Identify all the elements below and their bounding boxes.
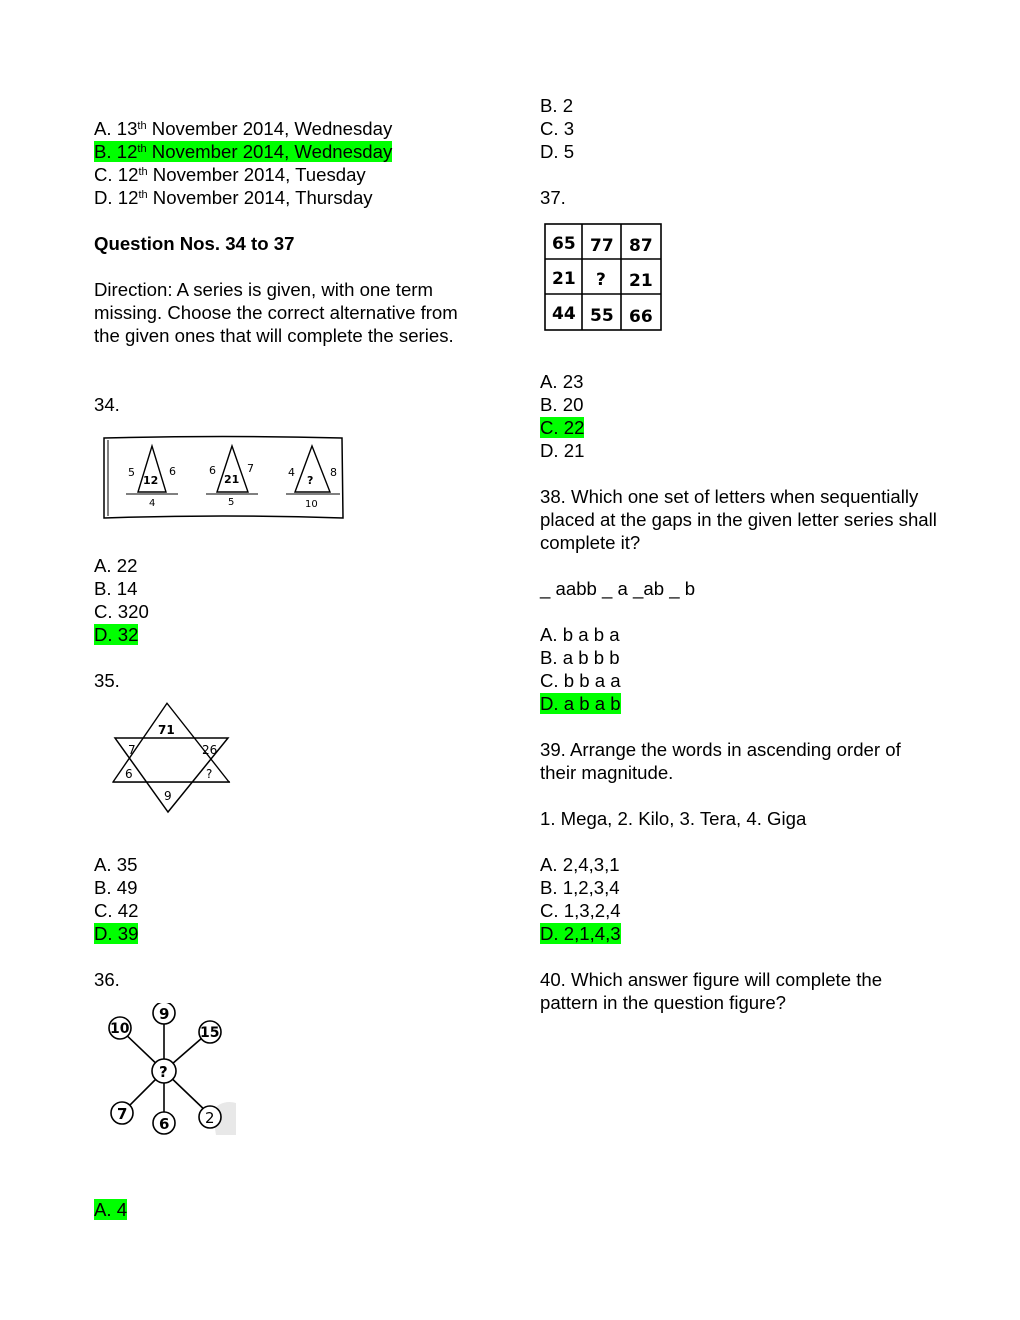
q35-upper-right: 26 [202,743,218,757]
q34-figure-wrap [94,416,484,554]
q35-lower-right: ? [206,767,213,781]
q35-option-a: A. 35 [94,854,138,875]
q39-option-a: A. 2,4,3,1 [540,854,620,875]
q34-t3-bottom: 10 [305,499,318,510]
q35-star-figure [112,702,242,822]
q36-top: 9 [159,1005,170,1023]
q34-option-c: C. 320 [94,601,149,622]
q36-lower-left: 7 [117,1105,128,1123]
q36-center: ? [159,1063,168,1081]
q39-option-b: B. 1,2,3,4 [540,877,620,898]
q37-cell-r3c2: 55 [590,306,614,326]
q35-lower-left: 6 [125,767,133,781]
q37-option-a: A. 23 [540,371,584,392]
q37-cell-r1c3: 87 [629,236,653,256]
q37-cell-r2c3: 21 [629,271,653,291]
q35-figure-wrap [94,692,484,853]
q36-number: 36. [94,969,120,990]
q36-bottom: 6 [159,1115,170,1133]
q37-cell-r3c3: 66 [629,307,653,327]
q35-option-c: C. 42 [94,900,139,921]
q33-option-a: A. 13th November 2014, Wednesday [94,118,393,139]
q34-option-d: D. 32 [94,624,139,645]
q37-figure-wrap [540,209,930,370]
q34-t3-center: ? [307,474,314,487]
q36-figure-wrap [94,991,484,1198]
q38-option-d: D. a b a b [540,693,621,714]
q36-wheel-figure [104,1003,254,1153]
q40-question: 40. Which answer figure will complete the pattern in the question figure? [540,969,883,1013]
q38-option-c: C. b b a a [540,670,621,691]
q34-t1-right: 6 [169,465,176,478]
q34-option-a: A. 22 [94,555,138,576]
section-heading: Question Nos. 34 to 37 [94,233,295,254]
q35-option-d: D. 39 [94,923,139,944]
q34-t1-center: 12 [143,474,159,487]
q36-option-a: A. 4 [94,1199,128,1220]
q37-cell-r1c2: 77 [590,236,614,256]
direction-text: Direction: A series is given, with one term missing. Choose the correct alternative from the given ones that will complete the series. [94,279,458,346]
q39-question: 39. Arrange the words in ascending order of their magnitude. [540,739,901,783]
q34-number: 34. [94,394,120,415]
q33-option-b: B. 12th November 2014, Wednesday [94,141,393,162]
q33-option-d: D. 12th November 2014, Thursday [94,187,373,208]
left-column [94,94,484,1221]
q34-option-b: B. 14 [94,578,138,599]
q37-grid-figure [544,222,669,337]
q38-option-b: B. a b b b [540,647,620,668]
q38-option-a: A. b a b a [540,624,620,645]
q35-top: 71 [158,723,175,737]
q35-upper-left: 7 [128,743,136,757]
q33-option-c: C. 12th November 2014, Tuesday [94,164,366,185]
q34-t2-bottom: 5 [228,497,235,508]
q34-t2-center: 21 [224,473,240,486]
q36-option-c: C. 3 [540,118,575,139]
q36-lower-right: 2 [205,1109,215,1127]
q36-option-b: B. 2 [540,95,574,116]
q39-words: 1. Mega, 2. Kilo, 3. Tera, 4. Giga [540,808,807,829]
right-column [540,94,937,1014]
q34-t3-right: 8 [330,466,337,479]
q35-option-b: B. 49 [94,877,138,898]
q35-bottom: 9 [164,789,172,803]
q36-option-d: D. 5 [540,141,575,162]
q37-cell-r2c2: ? [596,270,606,290]
q34-t2-right: 7 [247,462,254,475]
q37-option-c: C. 22 [540,417,585,438]
q34-t2-left: 6 [209,464,216,477]
q34-t1-left: 5 [128,466,135,479]
q36-upper-left: 10 [110,1021,130,1037]
q39-option-d: D. 2,1,4,3 [540,923,621,944]
q38-question: 38. Which one set of letters when sequentially placed at the gaps in the given letter series shall complete it? [540,486,937,553]
q37-cell-r3c1: 44 [552,304,576,324]
q39-option-c: C. 1,3,2,4 [540,900,621,921]
q37-cell-r1c1: 65 [552,234,576,254]
q36-upper-right: 15 [200,1025,220,1041]
q34-t3-left: 4 [288,466,295,479]
q37-number: 37. [540,187,566,208]
q34-triangles-figure [102,434,362,534]
q34-t1-bottom: 4 [149,498,156,509]
q37-cell-r2c1: 21 [552,269,576,289]
q35-number: 35. [94,670,120,691]
q37-option-d: D. 21 [540,440,585,461]
q37-option-b: B. 20 [540,394,584,415]
q38-series: _ aabb _ a _ab _ b [540,578,696,599]
